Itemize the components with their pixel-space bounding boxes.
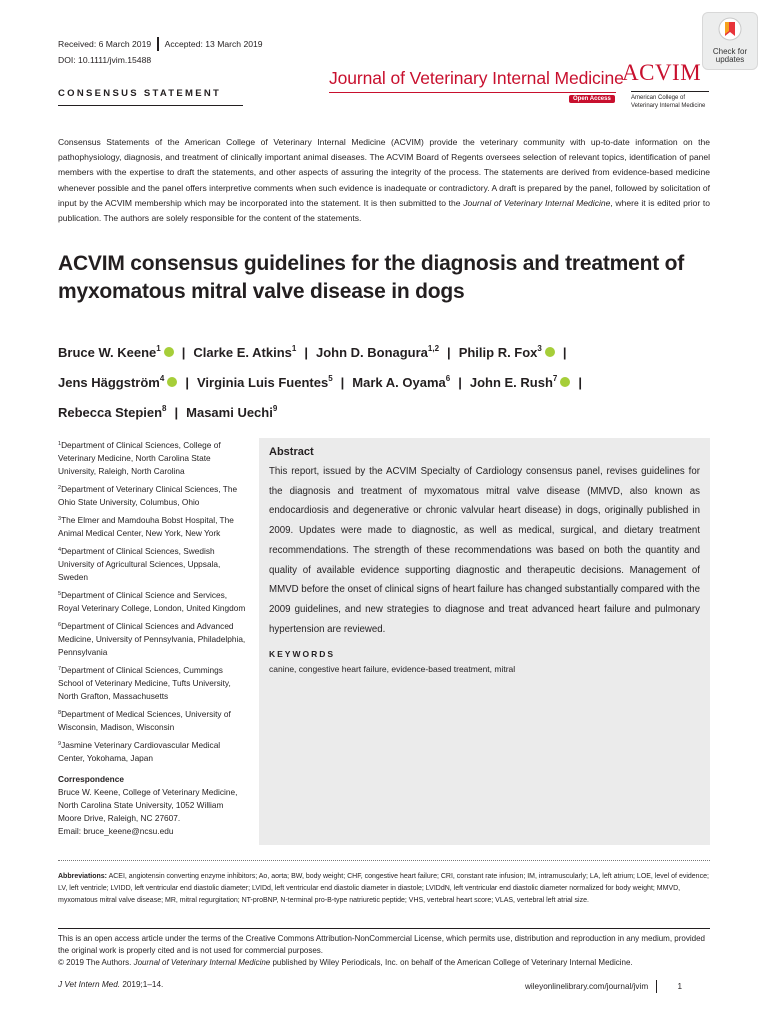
check-for-updates-label <box>713 48 747 65</box>
acvim-logo-rule <box>631 91 709 92</box>
affiliation-text: The Elmer and Mamdouha Bobst Hospital, The Animal Medical Center, New York, New York <box>58 515 234 538</box>
affiliation-number: 2 <box>58 485 62 491</box>
acvim-logo-word: ACVIM <box>622 60 702 85</box>
author-name-text: Jens Häggström <box>58 375 160 390</box>
copyright-line <box>58 957 710 969</box>
keywords-text: canine, congestive heart failure, evidence-based treatment, mitral <box>269 664 516 675</box>
intro-text-1: Consensus Statements of the American College of Veterinary Internal Medicine (ACVIM) provide the veterinary community with up-to-date information on the pathophysiology, diagnosis, and treatment of clinically important animal diseases. The ACVIM Board of Regents oversees selection of relevant topics, identification of panel members with the expertise to draft the statements, and other aspects of assuring the integrity of the process. The statements are derived from evidence-based medicine whenever possible and the panel offers interpretive comments when such evidence is inadequate or contradictory. A draft is prepared by the panel, followed by solicitation of input by the ACVIM membership which may be incorporated into the statement. It is then submitted to the <box>58 137 710 208</box>
author-name-text: Mark A. Oyama <box>352 375 446 390</box>
affiliation-item <box>58 663 248 703</box>
doi-link[interactable]: DOI: 10.1111/jvim.15488 <box>58 55 152 65</box>
check-line1: Check for <box>712 47 748 56</box>
citation-journal: J Vet Intern Med. <box>58 980 121 989</box>
abbreviations-label: Abbreviations: <box>58 873 108 880</box>
author-affiliation-sup: 5 <box>328 374 333 383</box>
author-name-text: John D. Bonagura <box>315 345 428 360</box>
date-separator <box>157 37 159 51</box>
intro-paragraph <box>58 135 710 226</box>
abbreviations-text: ACEI, angiotensin converting enzyme inhibitors; Ao, aorta; BW, body weight; CHF, congestive heart failure; CRI, constant rate infusion; IM, intramuscularly; LA, left atrium; LOE, level of evidence; LV, left ventricle; LVIDD, left ventricular end diastolic diameter; LVIDd, left ventricular end diastolic diameter in diastole; LVIDdN, left ventricular end diastolic diameter normalized for body weight; MMVD, myxomatous mitral valve disease; MR, mitral regurgitation; NT-proBNP, N-terminal pro-B-type natriuretic peptide; VHS, vertebral heart score; VLAS, vertebral left atrial size. <box>58 873 709 905</box>
license-rule <box>58 928 710 929</box>
author-affiliation-sup: 1 <box>156 344 161 353</box>
author-name-text: Virginia Luis Fuentes <box>196 375 329 390</box>
abstract-heading: Abstract <box>269 446 314 458</box>
abstract-box <box>259 438 710 845</box>
acvim-sub-line1: American College of <box>631 95 686 101</box>
affiliation-number: 7 <box>58 666 62 672</box>
affiliation-number: 9 <box>58 741 62 747</box>
intro-text-2: , where it is edited prior to publication. The authors are solely responsible for the content of the statements. <box>58 197 710 224</box>
orcid-icon[interactable] <box>167 377 177 387</box>
author-separator: | <box>578 375 582 390</box>
author-name-text: John E. Rush <box>469 375 553 390</box>
affiliations-column <box>58 438 248 838</box>
accepted-date: Accepted: 13 March 2019 <box>164 39 263 49</box>
author-separator: | <box>181 345 186 360</box>
author-name-text: Clarke E. Atkins <box>193 345 292 360</box>
affiliation-item <box>58 482 248 509</box>
check-line2: updates <box>715 55 745 65</box>
author-separator: | <box>340 375 345 390</box>
affiliation-text: Department of Clinical Sciences, College of Veterinary Medicine, North Carolina State University, Raleigh, North Carolina <box>58 440 221 476</box>
affiliation-item <box>58 513 248 540</box>
acvim-logo <box>622 60 710 110</box>
intro-journal-italic: Journal of Veterinary Internal Medicine <box>463 197 611 208</box>
affiliation-number: 6 <box>58 622 62 628</box>
bookmark-icon <box>718 17 742 46</box>
author-affiliation-sup: 1,2 <box>427 344 440 353</box>
copyright-text-1: © 2019 The Authors. <box>58 958 134 967</box>
author-separator: | <box>458 375 462 390</box>
affiliation-text: Department of Medical Sciences, University of Wisconsin, Madison, Wisconsin <box>58 709 231 732</box>
author-name[interactable] <box>58 345 174 360</box>
author-name[interactable] <box>470 375 571 390</box>
orcid-icon[interactable] <box>164 347 174 357</box>
author-name-text: Rebecca Stepien <box>58 405 163 420</box>
author-list <box>58 336 718 426</box>
citation-details: 2019;1–14. <box>120 980 164 989</box>
affiliation-item <box>58 588 248 615</box>
check-for-updates-button[interactable] <box>702 12 758 70</box>
author-name-text: Masami Uechi <box>186 405 273 420</box>
abstract-text: This report, issued by the ACVIM Specialty of Cardiology consensus panel, revises guidelines for the diagnosis and treatment of myxomatous mitral valve disease (MMVD, also known as endocardiosis and degenerative or chronic valvular heart disease) in dogs, originally published in 2009. Updates were made to diagnostic, as well as medical, surgical, and dietary treatment recommendations. The strength of these recommendations was based on both the quantity and quality of available evidence supporting diagnostic and therapeutic decisions. Management of MMVD before the onset of clinical signs of heart failure has changed substantially compared with the 2009 guidelines, and new strategies to diagnose and treat advanced heart failure and pulmonary hypertension are reviewed. <box>269 466 700 635</box>
license-block <box>58 933 710 969</box>
correspondence-heading: Correspondence <box>58 774 124 784</box>
journal-url-link[interactable]: wileyonlinelibrary.com/journal/jvim <box>525 982 649 991</box>
section-rule <box>58 105 243 106</box>
received-date: Received: 6 March 2019 <box>58 39 152 49</box>
affiliation-item <box>58 707 248 734</box>
author-name[interactable] <box>186 405 277 420</box>
copyright-journal-italic: Journal of Veterinary Internal Medicine <box>133 958 271 967</box>
affiliation-item <box>58 438 248 478</box>
keywords-heading: KEYWORDS <box>269 649 336 660</box>
affiliation-number: 8 <box>58 710 62 716</box>
article-dates <box>58 37 263 51</box>
orcid-icon[interactable] <box>560 377 570 387</box>
author-separator: | <box>447 345 451 360</box>
affiliation-item <box>58 619 248 659</box>
author-separator: | <box>304 345 308 360</box>
citation-footer <box>58 980 163 989</box>
author-name-text: Philip R. Fox <box>458 345 538 360</box>
open-access-badge: Open Access <box>569 95 615 103</box>
author-affiliation-sup: 4 <box>159 374 165 383</box>
author-name[interactable] <box>193 345 296 360</box>
affiliation-number: 5 <box>58 591 62 597</box>
affiliation-text: Department of Clinical Sciences, Swedish University of Agricultural Sciences, Uppsala, Sweden <box>58 546 221 582</box>
author-name[interactable] <box>316 345 439 360</box>
author-affiliation-sup: 8 <box>162 404 167 413</box>
author-separator: | <box>185 375 189 390</box>
orcid-icon[interactable] <box>545 347 555 357</box>
dotted-divider <box>58 860 710 861</box>
affiliation-item <box>58 544 248 584</box>
affiliation-text: Jasmine Veterinary Cardiovascular Medical Center, Yokohama, Japan <box>58 740 221 763</box>
copyright-text-2: published by Wiley Periodicals, Inc. on behalf of the American College of Veterinary Internal Medicine. <box>270 958 633 967</box>
footer-right <box>525 980 682 993</box>
affiliation-text: Department of Veterinary Clinical Sciences, The Ohio State University, Columbus, Ohio <box>58 484 238 507</box>
license-text: This is an open access article under the terms of the Creative Commons Attribution-NonCommercial License, which permits use, distribution and reproduction in any medium, provided the original work is properly cited and is not used for commercial purposes. <box>58 934 705 955</box>
correspondence-email[interactable]: Email: bruce_keene@ncsu.edu <box>58 826 174 836</box>
author-name[interactable] <box>352 375 450 390</box>
affiliation-number: 3 <box>58 516 62 522</box>
acvim-sub-line2: Veterinary Internal Medicine <box>631 102 706 109</box>
author-name[interactable] <box>58 405 167 420</box>
author-separator: | <box>562 345 567 360</box>
affiliation-text: Department of Clinical Sciences and Advanced Medicine, University of Pennsylvania, Philadelphia, Pennsylvania <box>58 621 246 657</box>
correspondence-text: Bruce W. Keene, College of Veterinary Medicine, North Carolina State University, 1052 William Moore Drive, Raleigh, NC 27607. <box>58 787 238 823</box>
affiliation-number: 4 <box>58 547 62 553</box>
journal-rule <box>329 92 616 93</box>
article-title: ACVIM consensus guidelines for the diagnosis and treatment of myxomatous mitral valve disease in dogs <box>58 252 685 303</box>
author-affiliation-sup: 1 <box>291 344 297 353</box>
affiliation-number: 1 <box>58 441 62 447</box>
section-label: CONSENSUS STATEMENT <box>58 88 222 99</box>
author-affiliation-sup: 3 <box>537 344 542 353</box>
acvim-logo-subtitle <box>631 95 713 110</box>
affiliation-item <box>58 738 248 765</box>
author-separator: | <box>174 405 179 420</box>
abbreviations-block <box>58 871 710 907</box>
page-number: 1 <box>677 982 683 991</box>
affiliation-text: Department of Clinical Science and Services, Royal Veterinary College, London, United Kingdom <box>58 590 246 613</box>
author-name-text: Bruce W. Keene <box>58 345 157 360</box>
affiliation-text: Department of Clinical Sciences, Cummings School of Veterinary Medicine, Tufts University, North Grafton, Massachusetts <box>58 665 231 701</box>
author-name[interactable] <box>459 345 555 360</box>
author-affiliation-sup: 6 <box>445 374 451 383</box>
journal-title: Journal of Veterinary Internal Medicine <box>329 68 624 88</box>
affiliation-list <box>58 438 248 765</box>
author-name[interactable] <box>197 375 333 390</box>
author-name[interactable] <box>58 375 177 390</box>
author-affiliation-sup: 9 <box>272 404 278 413</box>
footer-separator <box>656 980 657 993</box>
author-affiliation-sup: 7 <box>552 374 558 383</box>
